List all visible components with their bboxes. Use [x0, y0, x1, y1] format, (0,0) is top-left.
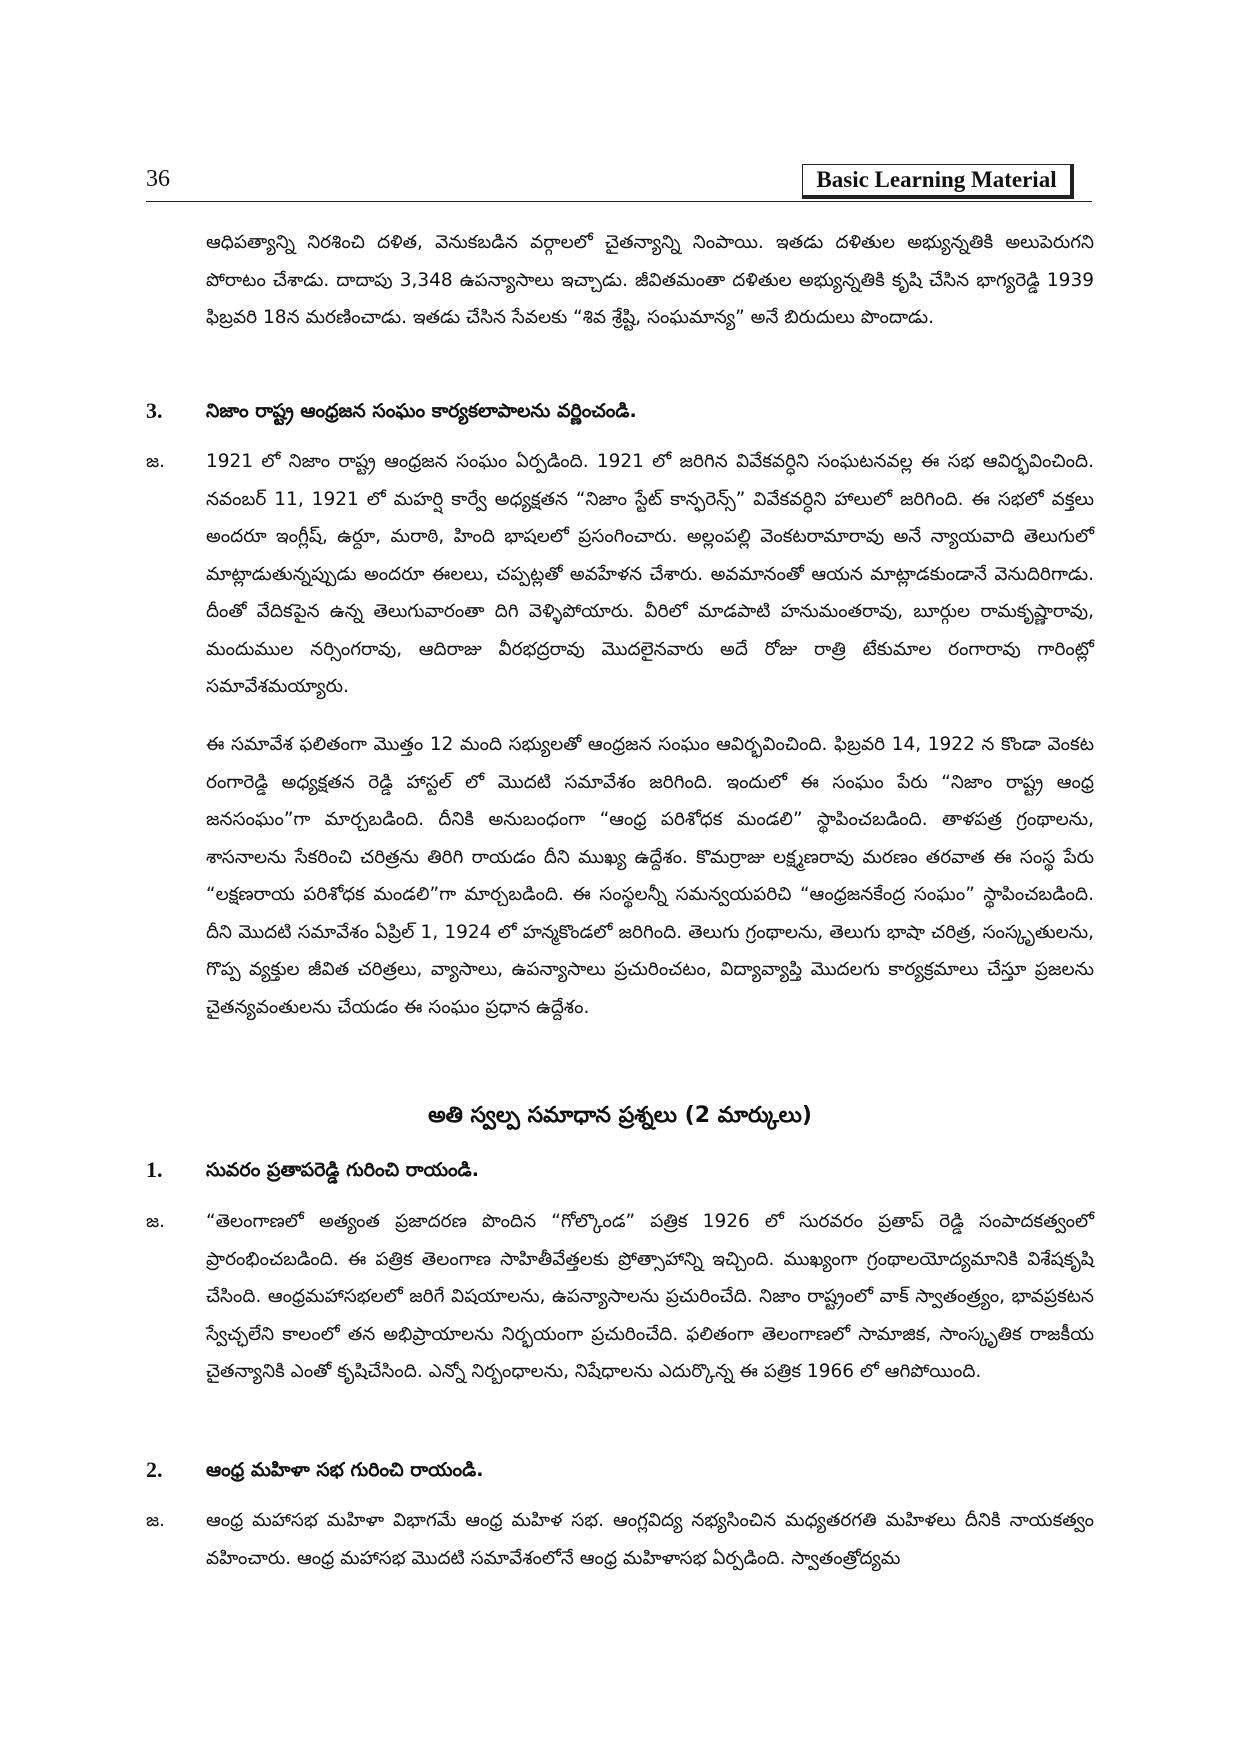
- answer-paragraph: 1921 లో నిజాం రాష్ట్ర ఆంధ్రజన సంఘం ఏర్పడింది. 1921 లో జరిగిన వివేకవర్ధిని సంఘటనవల్ల ఈ సభ ఆవిర్భవించింది. నవంబర్ 11, 1921 లో మహర్షి కార్వే అధ్యక్షతన “నిజాం స్టేట్ కాన్ఫరెన్స్” వివేకవర్ధిని హాలులో జరిగింది. ఈ సభలో వక్తలు అందరూ ఇంగ్లీష్, ఉర్దూ, మరాఠి, హింది భాషలలో ప్రసంగించారు. అల్లంపల్లి వెంకటరామారావు అనే న్యాయవాది తెలుగులో మాట్లాడుతున్నప్పుడు అందరూ ఈలలు, చప్పట్లతో అవహేళన చేశారు. అవమానంతో ఆయన మాట్లాడకుండానే వెనుదిరిగాడు. దీంతో వేదికపైన ఉన్న తెలుగువారంతా దిగి వెళ్ళిపోయారు. వీరిలో మాడపాటి హనుమంతరావు, బూర్గుల రామకృష్ణారావు, మందుముల నర్సింగరావు, ఆదిరాజు వీరభద్రరావు మొదలైనవారు అదే రోజు రాత్రి టేకుమాల రంగారావు గారింట్లో సమావేశమయ్యారు.: [206, 451, 1094, 697]
- page-number: 36: [146, 166, 170, 192]
- paragraph-continued: ఆధిపత్యాన్ని నిరశించి దళిత, వెనుకబడిన వర్గాలలో చైతన్యాన్ని నింపాయి. ఇతడు దళితుల అభ్యున్నతికి అలుపెరుగని పోరాటం చేశాడు. దాదాపు 3,348 ఉపన్యాసాలు ఇచ్చాడు. జీవితమంతా దళితుల అభ్యున్నతికి కృషి చేసిన భాగ్యరెడ్డి 1939 ఫిబ్రవరి 18న మరణించాడు. ఇతడు చేసిన సేవలకు “శివ శ్రేష్టి, సంఘమాన్య” అనే బిరుదులు పొందాడు.: [206, 232, 1094, 328]
- answer-marker: జ.: [146, 1510, 165, 1531]
- question-number: 3.: [146, 398, 163, 423]
- answer-paragraph: “తెలంగాణలో అత్యంత ప్రజాదరణ పొందిన “గోల్కొండ” పత్రిక 1926 లో సురవరం ప్రతాప్ రెడ్డి సంపాదకత్వంలో ప్రారంభించబడింది. ఈ పత్రిక తెలంగాణ సాహితీవేత్తలకు ప్రోత్సాహాన్ని ఇచ్చింది. ముఖ్యంగా గ్రంథాలయోద్యమానికి విశేషకృషి చేసింది. ఆంధ్రమహాసభలలో జరిగే విషయాలను, ఉపన్యాసాలను ప్రచురించేది. నిజాం రాష్ట్రంలో వాక్ స్వాతంత్ర్యం, భావప్రకటన స్వేచ్ఛలేని కాలంలో తన అభిప్రాయాలను నిర్భయంగా ప్రచురించేది. ఫలితంగా తెలంగాణలో సామాజిక, సాంస్కృతిక రాజకీయ చైతన్యానికి ఎంతో కృషిచేసింది. ఎన్నో నిర్బంధాలను, నిషేధాలను ఎదుర్కొన్న ఈ పత్రిక 1966 లో ఆగిపోయింది.: [206, 1211, 1094, 1382]
- question-number: 1.: [146, 1157, 163, 1182]
- answer-paragraph: ఆంధ్ర మహాసభ మహిళా విభాగమే ఆంధ్ర మహిళ సభ. ఆంగ్లవిద్య నభ్యసించిన మధ్యతరగతి మహిళలు దీనికి నాయకత్వం వహించారు. ఆంధ్ర మహాసభ మొదటి సమావేశంలోనే ఆంధ్ర మహిళాసభ ఏర్పడింది. స్వాతంత్రోద్యమ: [206, 1510, 1094, 1569]
- answer-paragraph: ఈ సమావేశ ఫలితంగా మొత్తం 12 మంది సభ్యులతో ఆంధ్రజన సంఘం ఆవిర్భవించింది. ఫిబ్రవరి 14, 1922 న కొండా వెంకట రంగారెడ్డి అధ్యక్షతన రెడ్డి హాస్టల్ లో మొదటి సమావేశం జరిగింది. ఇందులో ఈ సంఘం పేరు “నిజాం రాష్ట్ర ఆంధ్ర జనసంఘం”గా మార్చబడింది. దీనికి అనుబంధంగా “ఆంధ్ర పరిశోధక మండలి” స్థాపించబడింది. తాళపత్ర గ్రంథాలను, శాసనాలను సేకరించి చరిత్రను తిరిగి రాయడం దీని ముఖ్య ఉద్దేశం. కొమర్రాజు లక్ష్మణరావు మరణం తరవాత ఈ సంస్థ పేరు “లక్షణరాయ పరిశోధక మండలి”గా మార్చబడింది. ఈ సంస్థలన్నీ సమన్వయపరిచి “ఆంధ్రజనకేంద్ర సంఘం” స్థాపించబడింది. దీని మొదటి సమావేశం ఏప్రిల్ 1, 1924 లో హన్మకొండలో జరిగింది. తెలుగు గ్రంథాలను, తెలుగు భాషా చరిత్ర, సంస్కృతులను, గొప్ప వ్యక్తుల జీవిత చరిత్రలు, వ్యాసాలు, ఉపన్యాసాలు ప్రచురించటం, విద్యావ్యాప్తి మొదలగు కార్యక్రమాలు చేస్తూ ప్రజలను చైతన్యవంతులను చేయడం ఈ సంఘం ప్రధాన ఉద్దేశం.: [206, 734, 1094, 1018]
- short-question-2: [146, 1455, 1094, 1485]
- answer-marker: జ.: [146, 451, 165, 472]
- question-3: [146, 396, 1094, 426]
- answer-marker: జ.: [146, 1211, 165, 1232]
- question-text: నిజాం రాష్ట్ర ఆంధ్రజన సంఘం కార్యకలాపాలను వర్ణించండి.: [206, 400, 637, 422]
- section-heading: అతి స్వల్ప సమాధాన ప్రశ్నలు (2 మార్కులు): [428, 1103, 812, 1128]
- header-title: Basic Learning Material: [816, 167, 1057, 192]
- question-text: ఆంధ్ర మహిళా సభ గురించి రాయండి.: [206, 1459, 484, 1481]
- question-number: 2.: [146, 1457, 163, 1482]
- question-text: సువరం ప్రతాపరెడ్డి గురించి రాయండి.: [206, 1159, 479, 1181]
- short-question-1: [146, 1155, 1094, 1185]
- header-title-box: [802, 164, 1074, 199]
- header-rule: [146, 201, 1092, 202]
